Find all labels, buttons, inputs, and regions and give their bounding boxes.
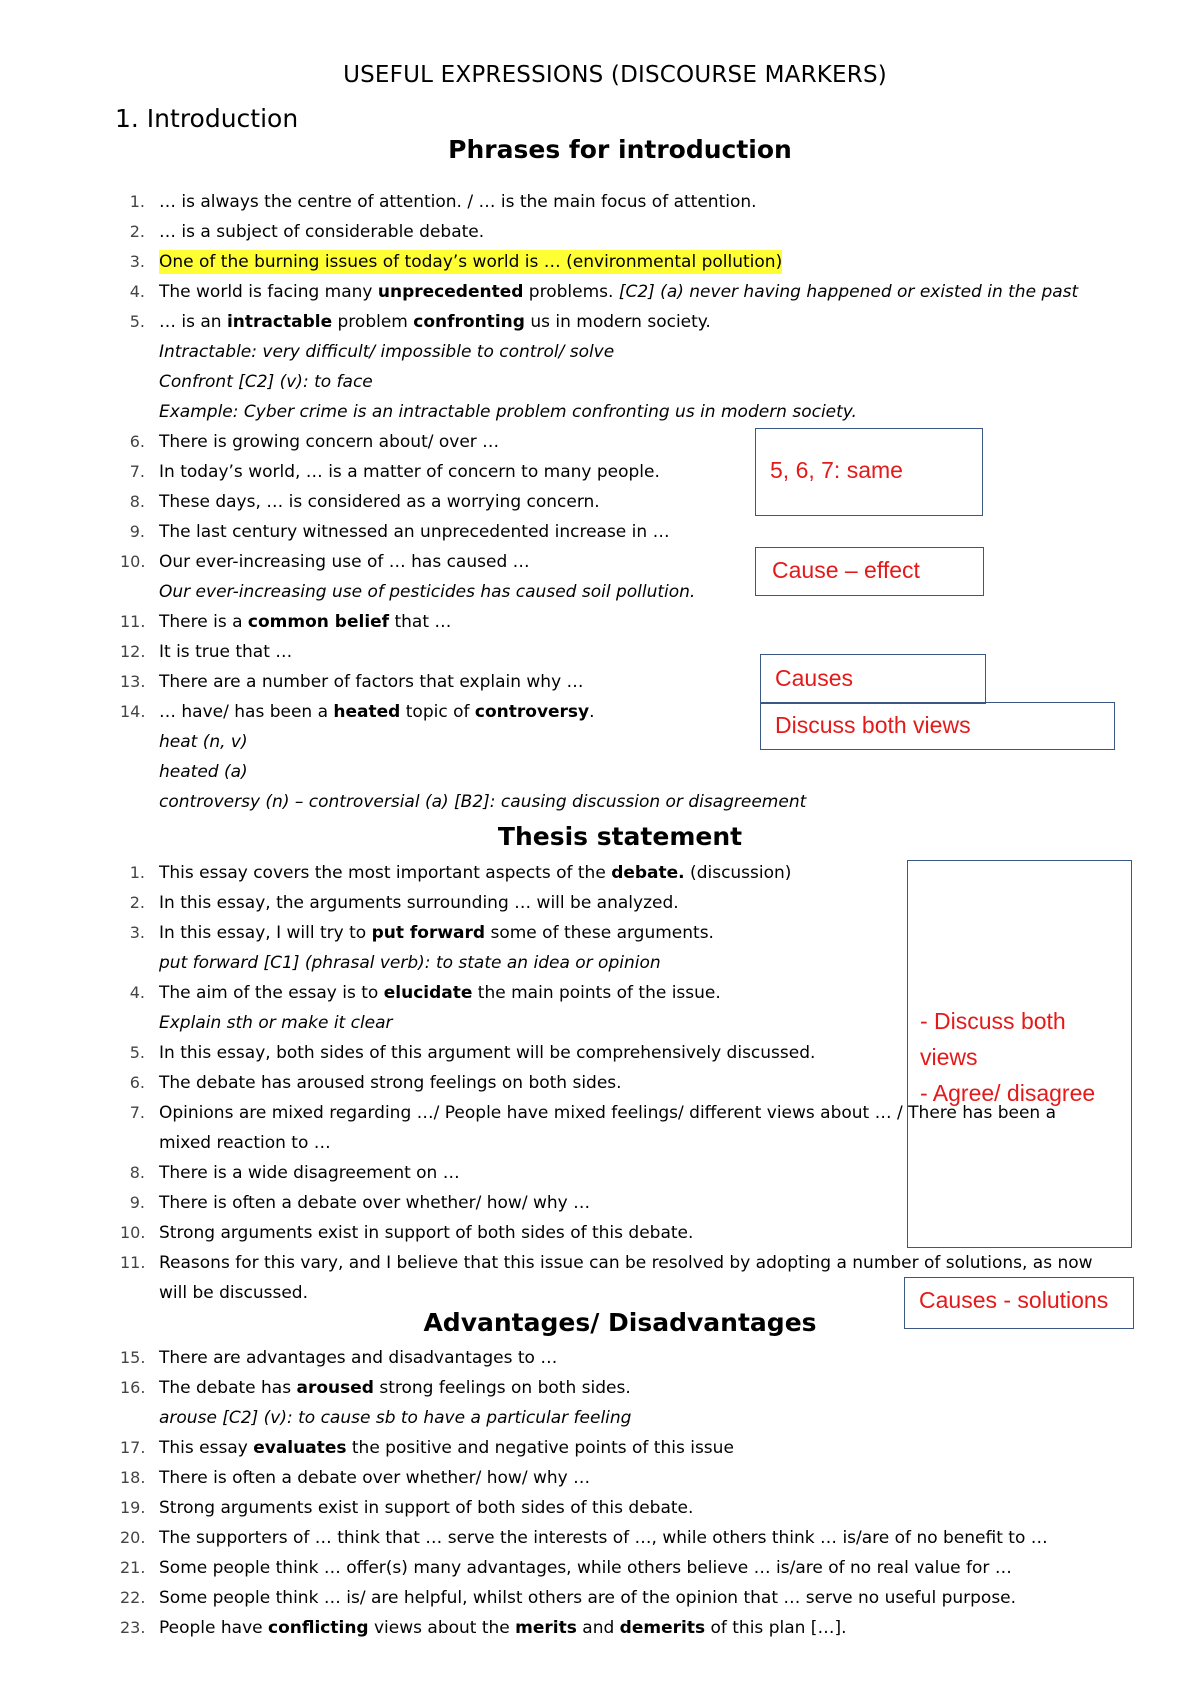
item-text: heated <box>333 702 401 722</box>
list-number: 16. <box>120 1378 146 1397</box>
item-text: … is always the centre of attention. / … is the main focus of attention. <box>159 192 757 212</box>
list-number: 8. <box>129 492 145 511</box>
item-text: In today’s world, … is a matter of concern to many people. <box>159 462 660 482</box>
item-text: In this essay, the arguments surrounding … will be analyzed. <box>159 893 679 913</box>
annotation-box-discuss-agree <box>907 860 1132 1248</box>
annotation-text: Discuss both views <box>775 712 971 738</box>
item-text: Intractable: very difficult/ impossible to control/ solve <box>159 342 615 362</box>
item-text: the main points of the issue. <box>472 983 721 1003</box>
item-text: . <box>589 702 595 722</box>
list-item <box>120 277 1078 307</box>
annotation-text: Causes - solutions <box>919 1287 1109 1313</box>
list-number: 5. <box>129 1043 145 1062</box>
list-number: 3. <box>129 252 145 271</box>
list-item <box>120 247 1078 277</box>
item-text: topic of <box>400 702 475 722</box>
item-text: the positive and negative points of this issue <box>346 1438 734 1458</box>
item-text: Reasons for this vary, and I believe that this issue can be resolved by adopting a number of solutions, as now <box>159 1253 1093 1273</box>
item-text: (discussion) <box>684 863 792 883</box>
section-heading: 1. Introduction <box>115 104 299 133</box>
list-item <box>120 1433 1048 1463</box>
list-number: 9. <box>129 1193 145 1212</box>
list-item <box>120 757 1078 787</box>
list-number: 13. <box>120 672 146 691</box>
list-item <box>120 1613 1048 1643</box>
item-text: that … <box>389 612 452 632</box>
item-text: evaluates <box>253 1438 347 1458</box>
item-text: There is a <box>159 612 248 632</box>
annotation-text: Causes <box>775 665 853 691</box>
list-item <box>120 367 1078 397</box>
list-number: 11. <box>120 1253 146 1272</box>
item-text: The debate has aroused strong feelings on both sides. <box>159 1073 622 1093</box>
annotation-text: views <box>920 1044 978 1070</box>
annotation-text: - Discuss both <box>920 1008 1066 1034</box>
advantages-list <box>120 1343 1048 1643</box>
item-text: The supporters of … think that … serve the interests of …, while others think … is/are of no benefit to … <box>159 1528 1048 1548</box>
item-text: The aim of the essay is to <box>159 983 384 1003</box>
item-text: Strong arguments exist in support of both sides of this debate. <box>159 1498 694 1518</box>
item-text: of this plan […]. <box>705 1618 847 1638</box>
list-number: 5. <box>129 312 145 331</box>
list-item <box>120 1373 1048 1403</box>
item-text: and <box>576 1618 620 1638</box>
list-number: 6. <box>129 432 145 451</box>
list-item <box>120 607 1078 637</box>
item-text: The world is facing many <box>159 282 378 302</box>
item-text: problems. <box>523 282 619 302</box>
advantages-heading: Advantages/ Disadvantages <box>423 1308 817 1337</box>
highlighted-text: One of the burning issues of today’s world is … (environmental pollution) <box>159 252 783 272</box>
list-item <box>120 1583 1048 1613</box>
list-number: 12. <box>120 642 146 661</box>
item-text: intractable <box>226 312 333 332</box>
list-number: 1. <box>129 192 145 211</box>
item-text: put forward [C1] (phrasal verb): to state an idea or opinion <box>159 953 661 973</box>
annotation-box-same <box>755 428 983 516</box>
list-number: 20. <box>120 1528 146 1547</box>
list-item <box>120 307 1078 337</box>
list-number: 11. <box>120 612 146 631</box>
list-item <box>120 397 1078 427</box>
item-text: will be discussed. <box>159 1283 308 1303</box>
list-item <box>120 337 1078 367</box>
item-text: conflicting <box>268 1618 369 1638</box>
item-text: Example: Cyber crime is an intractable problem confronting us in modern society. <box>159 402 857 422</box>
item-text: Explain sth or make it clear <box>159 1013 393 1033</box>
list-item <box>120 217 1078 247</box>
item-text: common belief <box>247 612 390 632</box>
intro-heading: Phrases for introduction <box>448 135 792 164</box>
item-text: This essay covers the most important aspects of the <box>159 863 612 883</box>
item-text: debate. <box>611 863 685 883</box>
annotation-text: Cause – effect <box>772 557 920 583</box>
annotation-text: 5, 6, 7: same <box>770 457 903 483</box>
item-text: heated (a) <box>159 762 248 782</box>
item-text: There are a number of factors that explain why … <box>159 672 584 692</box>
list-number: 18. <box>120 1468 146 1487</box>
list-number: 2. <box>129 222 145 241</box>
item-text: These days, … is considered as a worrying concern. <box>159 492 600 512</box>
list-number: 2. <box>129 893 145 912</box>
list-number: 10. <box>120 1223 146 1242</box>
annotation-box-causes-solutions <box>904 1277 1134 1329</box>
item-text: There are advantages and disadvantages to … <box>159 1348 558 1368</box>
item-text: confronting <box>413 312 525 332</box>
item-text: Our ever-increasing use of pesticides has caused soil pollution. <box>159 582 696 602</box>
annotation-text: - Agree/ disagree <box>920 1080 1096 1106</box>
list-number: 15. <box>120 1348 146 1367</box>
item-text: The last century witnessed an unprecedented increase in … <box>159 522 670 542</box>
list-number: 9. <box>129 522 145 541</box>
item-text: controversy (n) – controversial (a) [B2]: causing discussion or disagreement <box>159 792 807 812</box>
item-text: arouse [C2] (v): to cause sb to have a particular feeling <box>159 1408 632 1428</box>
item-text: views about the <box>368 1618 516 1638</box>
item-text: problem <box>332 312 414 332</box>
thesis-heading: Thesis statement <box>497 822 743 851</box>
list-item <box>120 1343 1048 1373</box>
list-number: 19. <box>120 1498 146 1517</box>
item-text: unprecedented <box>377 282 524 302</box>
list-number: 6. <box>129 1073 145 1092</box>
item-text: There is often a debate over whether/ how/ why … <box>159 1468 591 1488</box>
item-text: In this essay, both sides of this argument will be comprehensively discussed. <box>159 1043 816 1063</box>
list-number: 23. <box>120 1618 146 1637</box>
list-number: 4. <box>129 282 145 301</box>
item-text: It is true that … <box>159 642 293 662</box>
list-number: 22. <box>120 1588 146 1607</box>
list-item <box>120 787 1078 817</box>
item-text: In this essay, I will try to <box>159 923 372 943</box>
item-text: Confront [C2] (v): to face <box>159 372 373 392</box>
page-title: USEFUL EXPRESSIONS (DISCOURSE MARKERS) <box>343 62 887 88</box>
list-item <box>120 1553 1048 1583</box>
list-item <box>120 1463 1048 1493</box>
item-text: Our ever-increasing use of … has caused … <box>159 552 530 572</box>
list-number: 7. <box>129 1103 145 1122</box>
item-text: Some people think … is/ are helpful, whilst others are of the opinion that … serve no useful purpose. <box>159 1588 1017 1608</box>
list-item <box>120 1493 1048 1523</box>
list-number: 17. <box>120 1438 146 1457</box>
list-number: 4. <box>129 983 145 1002</box>
item-text: demerits <box>619 1618 706 1638</box>
item-text: The debate has <box>159 1378 297 1398</box>
list-number: 8. <box>129 1163 145 1182</box>
item-text: [C2] (a) never having happened or existed in the past <box>618 282 1079 302</box>
list-number: 1. <box>129 863 145 882</box>
list-item <box>120 187 1078 217</box>
item-text: There is a wide disagreement on … <box>159 1163 460 1183</box>
list-item <box>120 517 1078 547</box>
list-item <box>120 1523 1048 1553</box>
item-text: some of these arguments. <box>485 923 714 943</box>
annotation-box-discuss-both-views <box>760 702 1115 750</box>
item-text: Some people think … offer(s) many advantages, while others believe … is/are of no real value for … <box>159 1558 1012 1578</box>
item-text: There is often a debate over whether/ how/ why … <box>159 1193 591 1213</box>
item-text: strong feelings on both sides. <box>373 1378 631 1398</box>
item-text: Strong arguments exist in support of both sides of this debate. <box>159 1223 694 1243</box>
item-text: Opinions are mixed regarding …/ People have mixed feelings/ different views about … / There has been a <box>159 1103 1057 1123</box>
item-text: … have/ has been a <box>159 702 334 722</box>
item-text: put forward <box>371 923 486 943</box>
list-item <box>120 1403 1048 1433</box>
list-number: 3. <box>129 923 145 942</box>
item-text: People have <box>159 1618 268 1638</box>
item-text: mixed reaction to … <box>159 1133 331 1153</box>
item-text: controversy <box>474 702 590 722</box>
item-text: heat (n, v) <box>159 732 248 752</box>
list-number: 7. <box>129 462 145 481</box>
item-text: … is a subject of considerable debate. <box>159 222 485 242</box>
list-number: 14. <box>120 702 146 721</box>
annotation-box-cause-effect <box>755 547 984 596</box>
item-text: … is an <box>159 312 227 332</box>
item-text: merits <box>515 1618 577 1638</box>
list-item <box>120 1248 1093 1278</box>
list-number: 10. <box>120 552 146 571</box>
item-text: This essay <box>159 1438 254 1458</box>
item-text: us in modern society. <box>524 312 711 332</box>
item-text: elucidate <box>383 983 473 1003</box>
item-text: There is growing concern about/ over … <box>159 432 500 452</box>
item-text: aroused <box>296 1378 374 1398</box>
list-number: 21. <box>120 1558 146 1577</box>
annotation-box-causes <box>760 654 986 704</box>
